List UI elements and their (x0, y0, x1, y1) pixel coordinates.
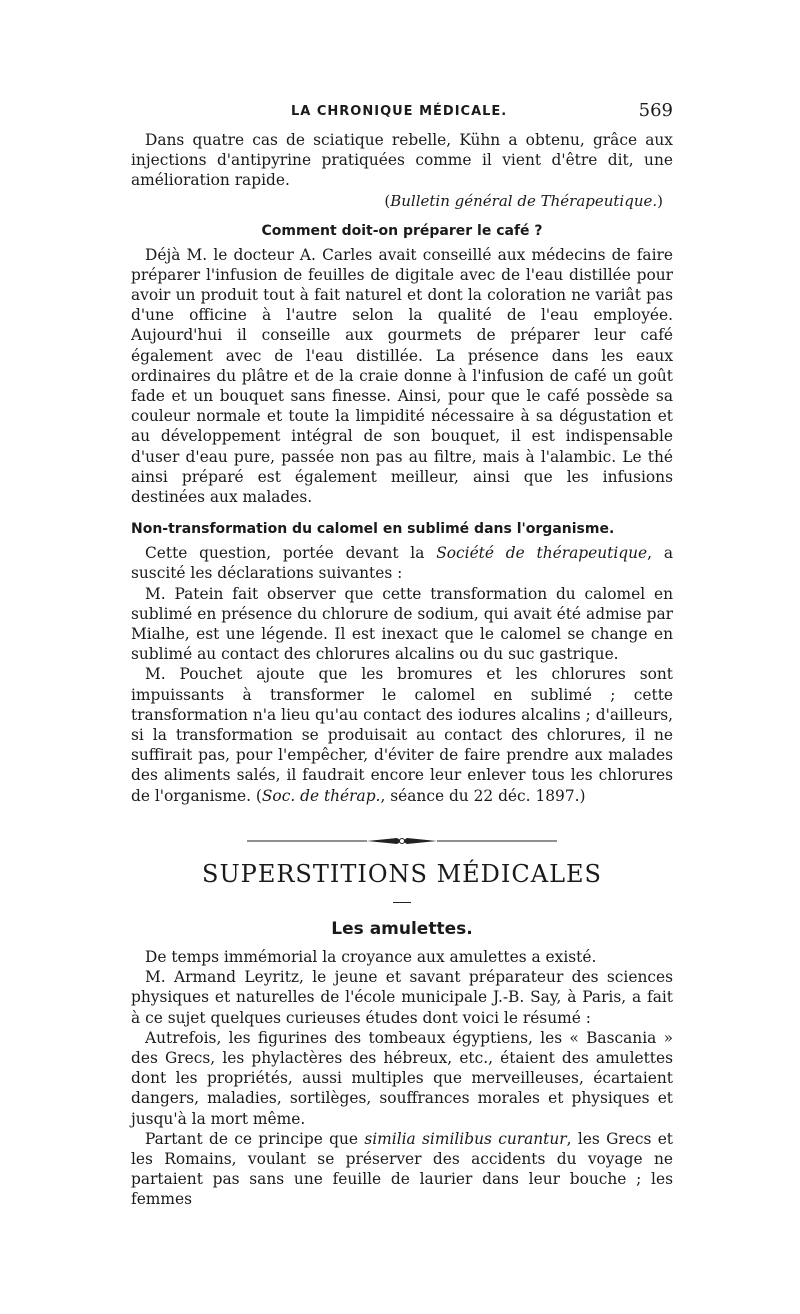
amulettes-paragraph-1: De temps immémorial la croyance aux amulettes a existé. (145, 947, 597, 966)
ornament-divider-icon (131, 832, 673, 844)
calomel-p3-italic: Soc. de thérap. (261, 786, 381, 805)
calomel-paragraph-1 (131, 543, 673, 583)
intro-source-text: Bulletin général de Thérapeutique. (390, 191, 658, 210)
amulettes-p4-after: , les Grecs et les Romains, voulant se préserver des accidents du voyage ne partaient pas sans une feuille de laurier dans leur bouche ; les femmes (131, 1129, 673, 1209)
amulettes-p4-before: Partant de ce principe que (145, 1129, 365, 1148)
intro-source: (Bulletin général de Thérapeutique.) (384, 191, 663, 210)
page-number: 569 (638, 100, 673, 121)
running-header (131, 100, 673, 130)
amulettes-subtitle: Les amulettes. (331, 918, 473, 939)
calomel-p1-before: Cette question, portée devant la (145, 544, 437, 563)
superstitions-title: SUPERSTITIONS MÉDICALES (202, 859, 602, 888)
amulettes-paragraph-4 (131, 1129, 673, 1210)
calomel-p1-after: , a suscité les déclarations suivantes : (131, 544, 673, 583)
amulettes-paragraph-2: M. Armand Leyritz, le jeune et savant préparateur des sciences physiques et naturelles de l'école municipale J.-B. Say, à Paris, a fait à ce sujet quelques curieuses études dont voici le résumé : (131, 968, 673, 1027)
calomel-heading: Non-transformation du calomel en sublimé dans l'organisme. (131, 521, 615, 538)
amulettes-p4-italic: similia similibus curantur (364, 1129, 567, 1148)
page (131, 100, 673, 1210)
amulettes-paragraph-3: Autrefois, les figurines des tombeaux égyptiens, les « Bascania » des Grecs, les phylactères des hébreux, etc., étaient des amulettes dont les propriétés, aussi multiples que merveilleuses, écartaient dangers, maladies, sortilèges, souffrances morales et physiques et jusqu'à la mort même. (131, 1028, 673, 1128)
calomel-p3-main: M. Pouchet ajoute que les bromures et les chlorures sont impuissants à transformer le calomel en sublimé ; cette transformation n'a lieu qu'au contact des iodures alcalins ; d'ailleurs, si la transformation se produisait au contact des chlorures, il ne suffirait pas, pour l'empêcher, d'éviter de faire prendre aux malades des aliments salés, il faudrait encore leur enlever tous les chlorures de l'organisme. ( (131, 665, 673, 805)
cafe-paragraph: Déjà M. le docteur A. Carles avait conseillé aux médecins de faire préparer l'infusion de feuilles de digitale avec de l'eau distillée pour avoir un produit tout à fait naturel et dont la coloration ne variât pas d'une officine à l'autre selon la qualité de l'eau employée. Aujourd'hui il conseille aux gourmets de préparer leur café également avec de l'eau distillée. La présence dans les eaux ordinaires du plâtre et de la craie donne à l'infusion de café un goût fade et un bouquet sans finesse. Ainsi, pour que le café possède sa couleur normale et toute la limpidité nécessaire à sa dégustation et au développement intégral de son bouquet, il est indispensable d'user d'eau pure, passée non pas au filtre, mais à l'alambic. Le thé ainsi préparé est également meilleur, ainsi que les infusions destinées aux malades. (131, 245, 673, 507)
calomel-p3-end: , séance du 22 déc. 1897.) (380, 786, 586, 805)
calomel-paragraph-2: M. Patein fait observer que cette transformation du calomel en sublimé en présence du chlorure de sodium, qui avait été admise par Mialhe, est une légende. Il est inexact que le calomel se change en sublimé au contact des chlorures alcalins ou du suc gastrique. (131, 584, 673, 664)
calomel-paragraph-3 (131, 664, 673, 805)
journal-title: LA CHRONIQUE MÉDICALE. (291, 104, 508, 119)
cafe-heading: Comment doit-on préparer le café ? (261, 222, 543, 239)
title-rule (393, 902, 411, 903)
intro-paragraph: Dans quatre cas de sciatique rebelle, Kühn a obtenu, grâce aux injections d'antipyrine pratiquées comme il vient d'être dit, une amélioration rapide. (131, 131, 673, 190)
calomel-p1-italic: Société de thérapeutique (436, 544, 648, 563)
